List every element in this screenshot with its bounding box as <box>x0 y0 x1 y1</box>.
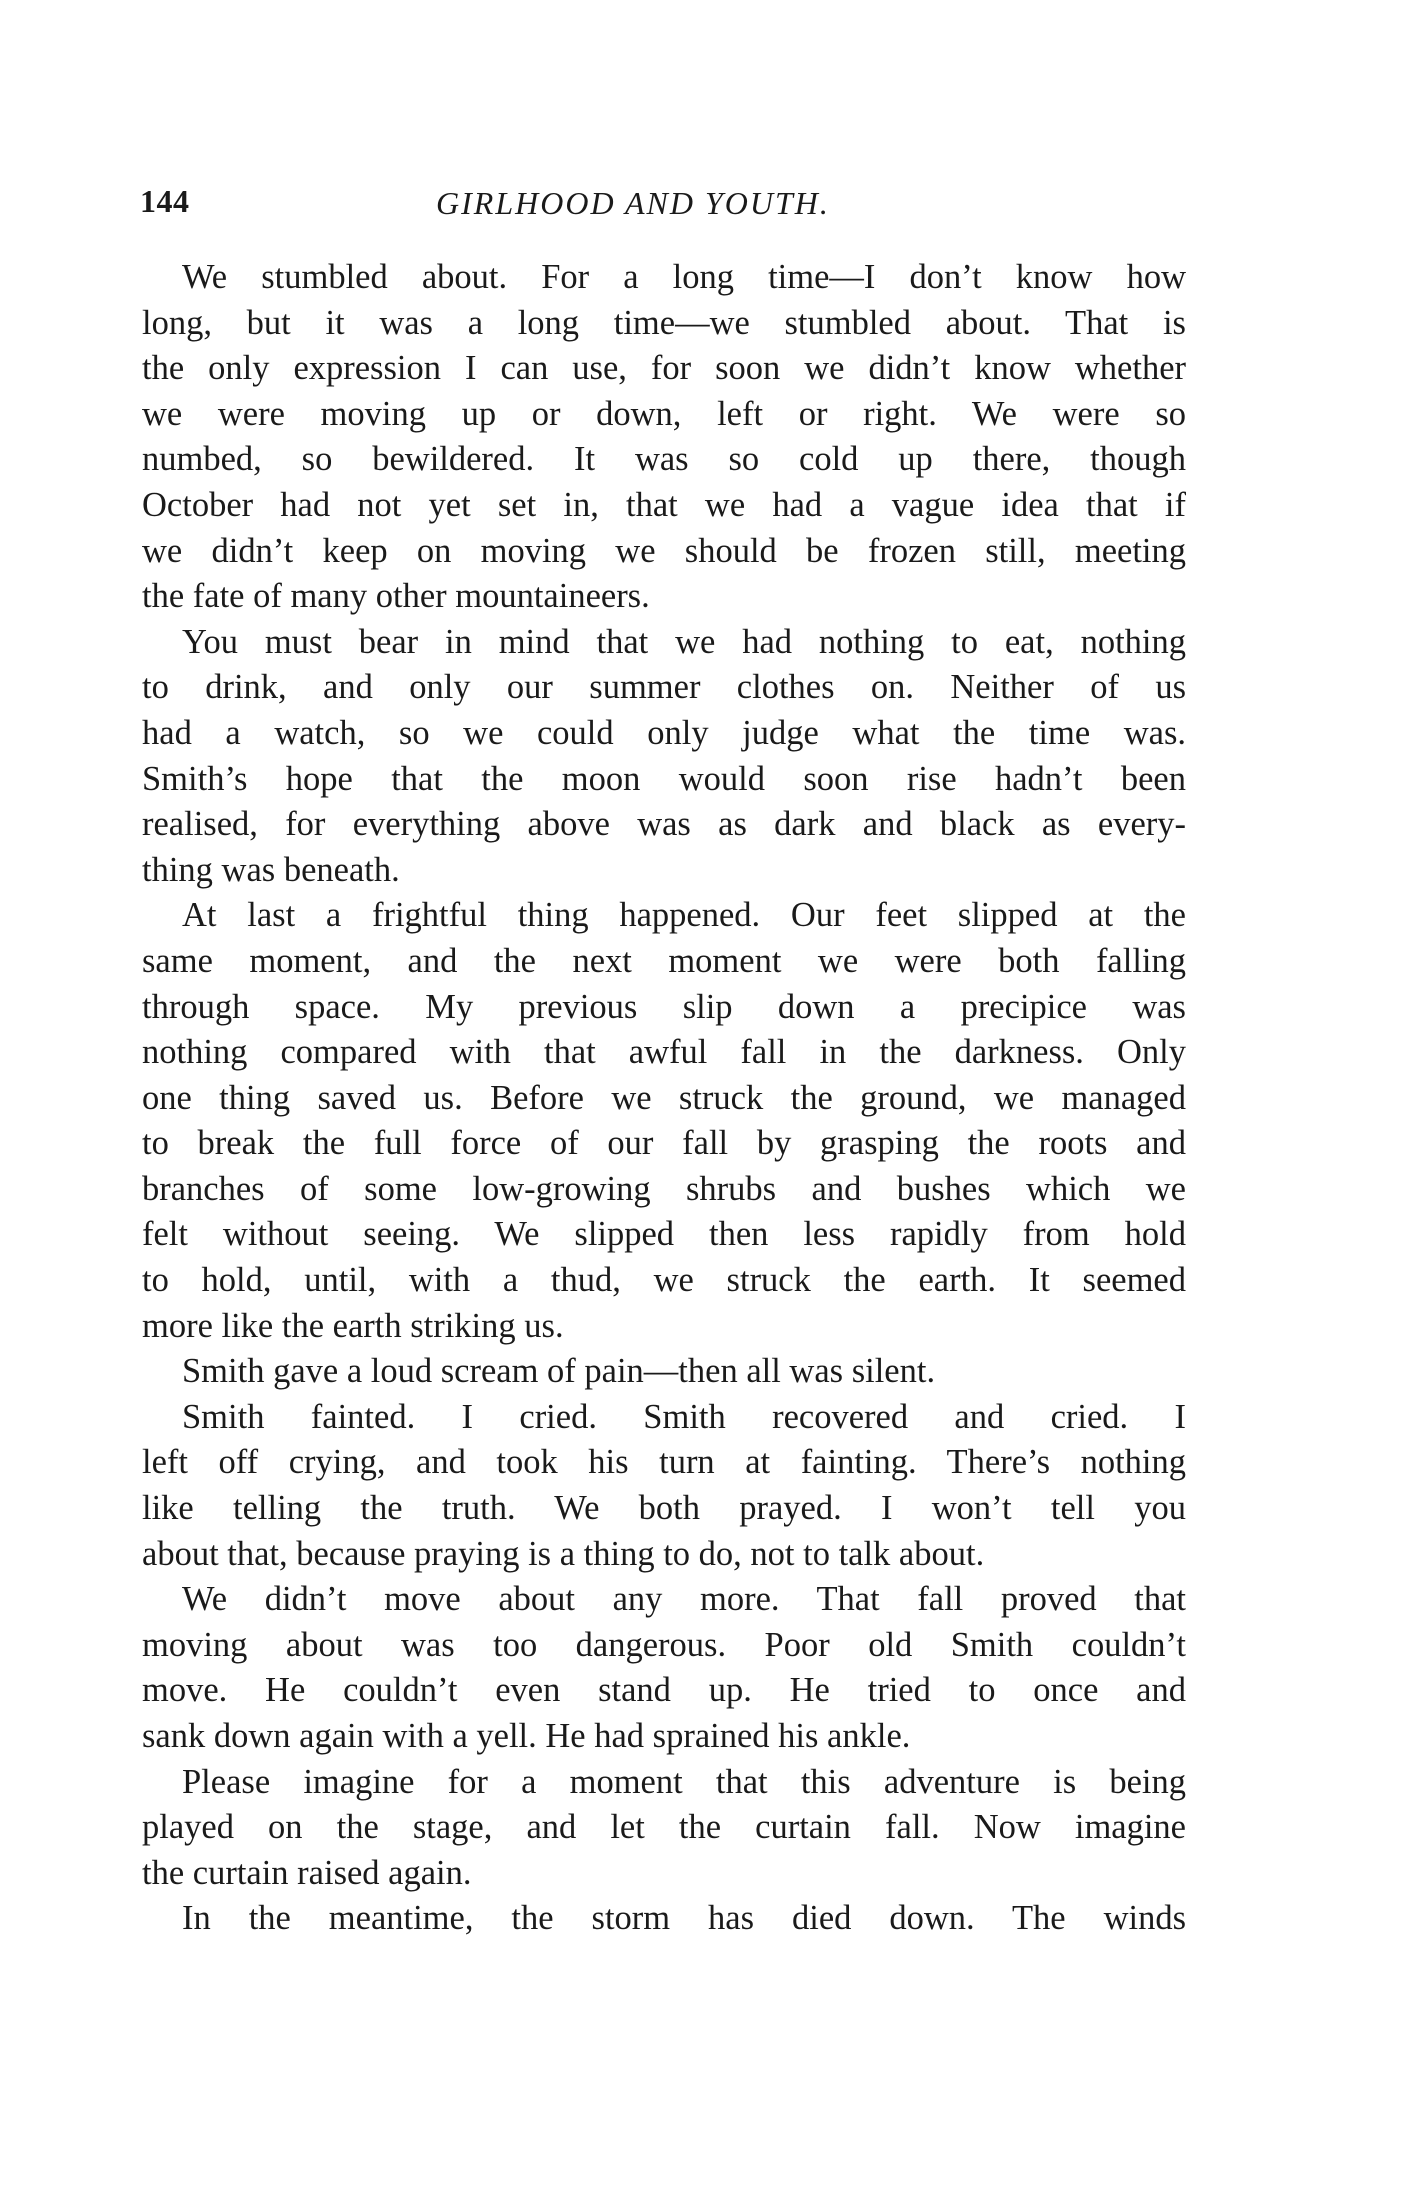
paragraph <box>142 1760 1186 1897</box>
text-line: felt without seeing. We slipped then less rapidly from hold <box>142 1215 1186 1254</box>
text-line: Please imagine for a moment that this adventure is being <box>182 1762 1186 1801</box>
text-line: sank down again with a yell. He had sprained his ankle. <box>142 1717 911 1755</box>
body-text <box>142 255 1186 1942</box>
text-line: Smith’s hope that the moon would soon rise hadn’t been <box>142 759 1186 798</box>
text-line: we were moving up or down, left or right. We were so <box>142 394 1186 433</box>
text-line: to drink, and only our summer clothes on. Neither of us <box>142 668 1186 707</box>
text-line: about that, because praying is a thing to do, not to talk about. <box>142 1534 985 1573</box>
paragraph <box>142 1395 1186 1577</box>
text-line: In the meantime, the storm has died down. The winds <box>182 1899 1186 1938</box>
paragraph <box>142 1896 1186 1942</box>
page-number: 144 <box>140 183 190 219</box>
text-line: nothing compared with that awful fall in the darkness. Only <box>142 1033 1186 1072</box>
text-line: At last a frightful thing happened. Our feet slipped at the <box>182 896 1186 935</box>
text-line: had a watch, so we could only judge what the time was. <box>142 713 1186 752</box>
paragraph <box>142 1349 1186 1395</box>
text-line: realised, for everything above was as dark and black as every- <box>142 805 1186 844</box>
text-line: moving about was too dangerous. Poor old Smith couldn’t <box>142 1625 1186 1664</box>
text-line: long, but it was a long time—we stumbled about. That is <box>142 303 1186 342</box>
text-line: we didn’t keep on moving we should be frozen still, meeting <box>142 531 1186 570</box>
paragraph <box>142 893 1186 1349</box>
text-line: You must bear in mind that we had nothing to eat, nothing <box>182 622 1186 661</box>
text-line: thing was beneath. <box>142 850 400 889</box>
text-line: branches of some low-growing shrubs and bushes which we <box>142 1169 1186 1208</box>
text-line: move. He couldn’t even stand up. He tried to once and <box>142 1671 1186 1710</box>
text-line: Smith fainted. I cried. Smith recovered and cried. I <box>182 1397 1186 1436</box>
text-line: to break the full force of our fall by grasping the roots and <box>142 1124 1186 1163</box>
paragraph <box>142 620 1186 894</box>
text-line: numbed, so bewildered. It was so cold up there, though <box>142 440 1186 479</box>
paragraph <box>142 255 1186 620</box>
text-line: to hold, until, with a thud, we struck the earth. It seemed <box>142 1261 1186 1300</box>
text-line: like telling the truth. We both prayed. I won’t tell you <box>142 1489 1186 1528</box>
text-line: October had not yet set in, that we had a vague idea that if <box>142 485 1186 524</box>
text-line: the fate of many other mountaineers. <box>142 577 650 616</box>
text-line: played on the stage, and let the curtain fall. Now imagine <box>142 1808 1186 1847</box>
text-line: same moment, and the next moment we were both falling <box>142 941 1186 980</box>
running-title: GIRLHOOD AND YOUTH. <box>436 185 830 221</box>
text-line: the curtain raised again. <box>142 1853 472 1892</box>
text-line: left off crying, and took his turn at fainting. There’s nothing <box>142 1443 1186 1482</box>
paragraph <box>142 1577 1186 1759</box>
text-line: We stumbled about. For a long time—I don’t know how <box>182 258 1186 296</box>
text-line: Smith gave a loud scream of pain—then all was silent. <box>182 1352 936 1391</box>
text-line: one thing saved us. Before we struck the ground, we managed <box>142 1078 1186 1117</box>
text-line: We didn’t move about any more. That fall proved that <box>182 1580 1186 1619</box>
text-line: more like the earth striking us. <box>142 1306 564 1345</box>
page-header <box>140 183 1190 233</box>
text-line: through space. My previous slip down a precipice was <box>142 987 1186 1026</box>
text-line: the only expression I can use, for soon we didn’t know whether <box>142 349 1186 388</box>
